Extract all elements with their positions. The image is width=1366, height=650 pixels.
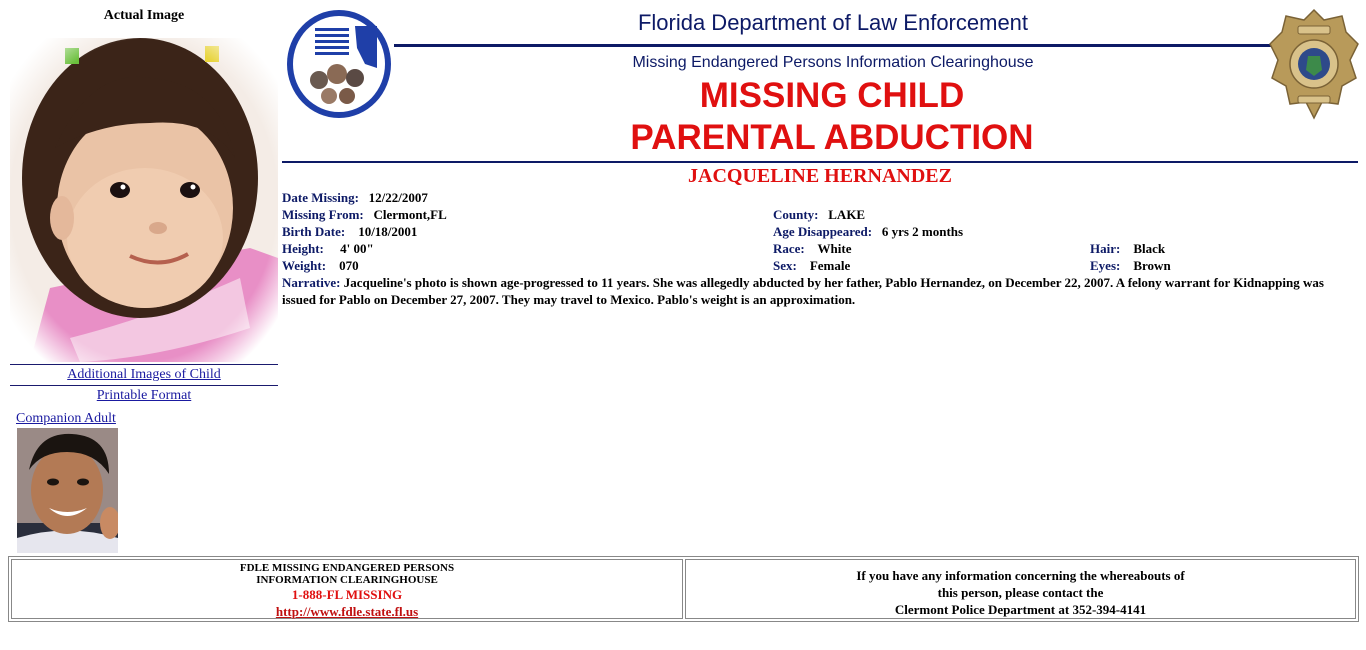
field-value: Clermont,FL (373, 207, 447, 222)
actual-image-label: Actual Image (103, 8, 185, 23)
field-label: Eyes: (1090, 258, 1121, 273)
divider (10, 364, 278, 365)
field-height (282, 241, 374, 257)
field-value: 12/22/2007 (368, 190, 428, 205)
footer-org-cell (11, 559, 683, 619)
field-label: Age Disappeared: (773, 224, 873, 239)
agency-name: Florida Department of Law Enforcement (637, 10, 1029, 35)
field-label: Height: (282, 241, 324, 256)
footer-table (8, 556, 1359, 622)
field-value: Brown (1133, 258, 1171, 273)
field-value: 6 yrs 2 months (881, 224, 964, 239)
hotline-number: 1-888-FL MISSING (291, 587, 403, 602)
field-label: County: (773, 207, 819, 222)
field-value: LAKE (828, 207, 866, 222)
main-rule (282, 161, 1358, 163)
title-missing-child: MISSING CHILD (699, 76, 965, 115)
field-value: 070 (339, 258, 359, 273)
field-value: White (817, 241, 852, 256)
field-label: Date Missing: (282, 190, 359, 205)
field-label: Hair: (1090, 241, 1121, 256)
printable-format-link[interactable]: Printable Format (96, 388, 192, 403)
companion-adult-link[interactable]: Companion Adult (16, 411, 116, 426)
field-label: Race: (773, 241, 805, 256)
field-label: Missing From: (282, 207, 364, 222)
header-rule (394, 44, 1290, 47)
field-value: 4' 00" (340, 241, 374, 256)
footer-org-line2: INFORMATION CLEARINGHOUSE (256, 574, 438, 586)
field-label: Sex: (773, 258, 797, 273)
narrative (282, 274, 1352, 308)
contact-line3: Clermont Police Department at 352-394-4141 (894, 602, 1147, 617)
field-sex (773, 258, 850, 274)
field-county (773, 207, 865, 223)
contact-line1: If you have any information concerning the whereabouts of (856, 568, 1185, 583)
contact-info (686, 560, 1355, 618)
field-value: Black (1133, 241, 1166, 256)
field-age-disappeared (773, 224, 963, 240)
field-label: Birth Date: (282, 224, 346, 239)
field-value: 10/18/2001 (358, 224, 418, 239)
companion-adult-photo[interactable] (17, 428, 118, 553)
field-eyes (1090, 258, 1171, 274)
field-weight (282, 258, 359, 274)
narrative-label: Narrative: (282, 275, 341, 290)
title-parental-abduction: PARENTAL ABDUCTION (630, 118, 1034, 157)
field-date-missing (282, 190, 428, 206)
clearinghouse-name: Missing Endangered Persons Information Clearinghouse (632, 54, 1034, 71)
footer-org-line1: FDLE MISSING ENDANGERED PERSONS (239, 562, 455, 574)
child-photo (10, 38, 278, 362)
field-birth-date (282, 224, 417, 240)
divider (10, 385, 278, 386)
footer-contact-cell (685, 559, 1356, 619)
fdle-website-link[interactable]: http://www.fdle.state.fl.us (275, 604, 419, 619)
field-race (773, 241, 851, 257)
narrative-text: Jacqueline's photo is shown age-progressed to 11 years. She was allegedly abducted by her father, Pablo Hernandez, on December 22, 2007. A felony warrant for Kidnapping was issued for Pablo on December 27, 2007. They may travel to Mexico. Pablo's weight is an approximation. (282, 275, 1324, 307)
field-hair (1090, 241, 1165, 257)
contact-line2: this person, please contact the (937, 585, 1104, 600)
field-missing-from (282, 207, 447, 223)
left-column (10, 0, 278, 426)
field-value: Female (809, 258, 851, 273)
field-label: Weight: (282, 258, 327, 273)
additional-images-link[interactable]: Additional Images of Child (67, 367, 221, 382)
person-name: JACQUELINE HERNANDEZ (688, 165, 952, 187)
